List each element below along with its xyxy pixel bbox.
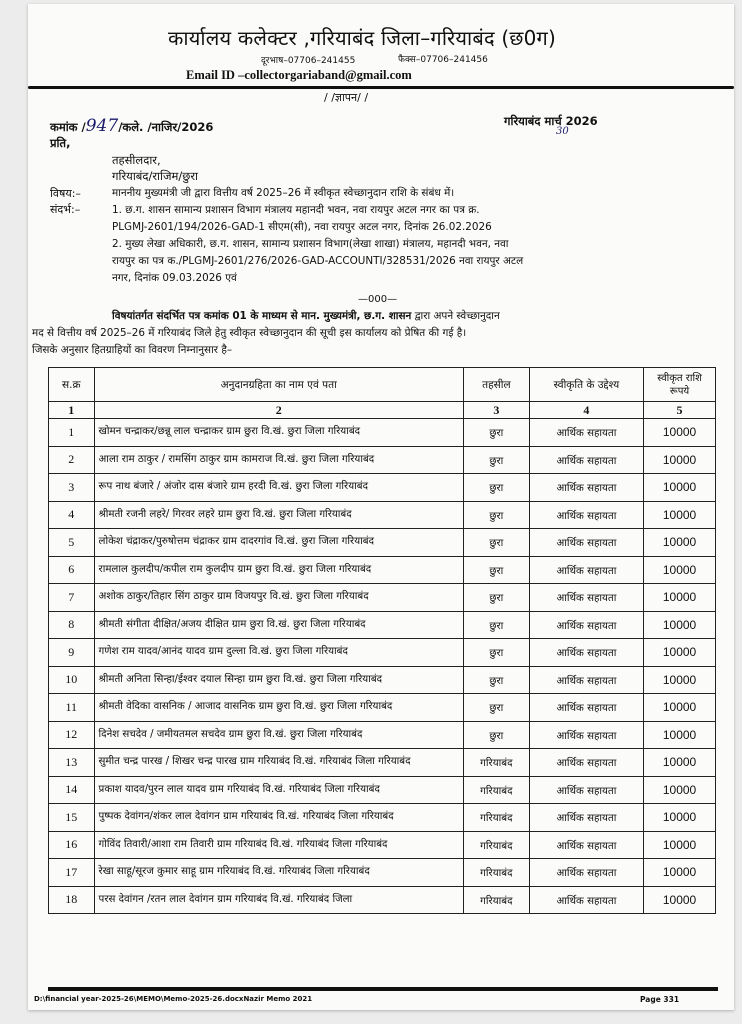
column-number-row	[49, 402, 716, 419]
purpose-cell: आर्थिक सहायता	[529, 804, 643, 832]
purpose-cell: आर्थिक सहायता	[529, 501, 643, 529]
purpose-cell: आर्थिक सहायता	[529, 721, 643, 749]
purpose-cell: आर्थिक सहायता	[529, 529, 643, 557]
purpose-cell: आर्थिक सहायता	[529, 831, 643, 859]
purpose-cell: आर्थिक सहायता	[529, 556, 643, 584]
serial-cell: 15	[49, 804, 95, 832]
header-purpose: स्वीकृति के उद्देश्य	[529, 368, 643, 402]
name-address-cell: श्रीमती संगीता दीक्षित/अजय दीक्षित ग्राम छुरा वि.खं. छुरा जिला गरियाबंद	[94, 611, 463, 639]
table-row	[49, 584, 716, 612]
tahsil-cell: छुरा	[463, 639, 529, 667]
reference-line: 2. मुख्य लेखा अधिकारी, छ.ग. शासन, सामान्य प्रशासन विभाग(लेखा शाखा) मंत्रालय, महानदी भवन, नवा	[112, 238, 509, 250]
serial-cell: 17	[49, 859, 95, 887]
tahsil-cell: गरियाबंद	[463, 776, 529, 804]
memo-number	[50, 116, 213, 136]
amount-cell: 10000	[644, 831, 716, 859]
serial-cell: 4	[49, 501, 95, 529]
table-row	[49, 859, 716, 887]
amount-cell: 10000	[644, 611, 716, 639]
name-address-cell: आला राम ठाकुर / रामसिंग ठाकुर ग्राम कामराज वि.खं. छुरा जिला गरियाबंद	[94, 446, 463, 474]
tahsil-cell: छुरा	[463, 584, 529, 612]
page-number: Page 331	[640, 995, 680, 1004]
amount-cell: 10000	[644, 886, 716, 914]
amount-cell: 10000	[644, 859, 716, 887]
table-row	[49, 611, 716, 639]
tahsil-cell: छुरा	[463, 474, 529, 502]
purpose-cell: आर्थिक सहायता	[529, 666, 643, 694]
name-address-cell: रामलाल कुलदीप/कपील राम कुलदीप ग्राम छुरा वि.खं. छुरा जिला गरियाबंद	[94, 556, 463, 584]
column-number: 5	[644, 402, 716, 419]
body-paragraph-line-1	[112, 309, 500, 323]
serial-cell: 1	[49, 419, 95, 447]
name-address-cell: रूप नाथ बंजारे / अंजोर दास बंजारे ग्राम हरदी वि.खं. छुरा जिला गरियाबंद	[94, 474, 463, 502]
tahsil-cell: छुरा	[463, 529, 529, 557]
subject-label: विषय:–	[50, 187, 81, 200]
serial-cell: 5	[49, 529, 95, 557]
body-bold-text: विषयांतर्गत संदर्भित पत्र कमांक 01 के माध्यम से मान. मुख्यमंत्री, छ.ग. शासन	[112, 310, 412, 322]
table-row	[49, 694, 716, 722]
tahsil-cell: छुरा	[463, 721, 529, 749]
amount-cell: 10000	[644, 804, 716, 832]
subject-text: माननीय मुख्यमंत्री जी द्वारा वित्तीय वर्ष 2025–26 में स्वीकृत स्वेच्छानुदान राशि के संबंध में।	[112, 187, 455, 199]
table-row	[49, 419, 716, 447]
serial-cell: 6	[49, 556, 95, 584]
memo-label: / /ज्ञापन/ /	[324, 91, 369, 104]
table-header-row	[49, 368, 716, 402]
table-row	[49, 804, 716, 832]
column-number: 3	[463, 402, 529, 419]
amount-cell: 10000	[644, 694, 716, 722]
document-page	[28, 4, 734, 1010]
amount-cell: 10000	[644, 501, 716, 529]
column-number: 2	[94, 402, 463, 419]
serial-cell: 12	[49, 721, 95, 749]
name-address-cell: परस देवांगन /रतन लाल देवांगन ग्राम गरियाबंद वि.खं. गरियाबंद जिला	[94, 886, 463, 914]
table-row	[49, 886, 716, 914]
table-row	[49, 474, 716, 502]
footer-file-path: D:\financial year-2025-26\MEMO\Memo-2025-26.docxNazir Memo 2021	[34, 995, 313, 1003]
name-address-cell: श्रीमती रजनी लहरे/ गिरवर लहरे ग्राम छुरा वि.खं. छुरा जिला गरियाबंद	[94, 501, 463, 529]
name-address-cell: रेखा साहू/सूरज कुमार साहू ग्राम गरियाबंद वि.खं. गरियाबंद जिला गरियाबंद	[94, 859, 463, 887]
amount-cell: 10000	[644, 529, 716, 557]
amount-cell: 10000	[644, 474, 716, 502]
tahsil-cell: गरियाबंद	[463, 804, 529, 832]
table-row	[49, 776, 716, 804]
amount-cell: 10000	[644, 419, 716, 447]
memo-number-suffix: /कले. /नाजिर/2026	[118, 120, 214, 134]
name-address-cell: खोमन चन्द्राकर/छन्नू लाल चन्द्राकर ग्राम छुरा वि.खं. छुरा जिला गरियाबंद	[94, 419, 463, 447]
name-address-cell: गोविंद तिवारी/आशा राम तिवारी ग्राम गरियाबंद वि.खं. गरियाबंद जिला गरियाबंद	[94, 831, 463, 859]
body-text: द्वारा अपने स्वेच्छानुदान	[411, 310, 500, 322]
purpose-cell: आर्थिक सहायता	[529, 419, 643, 447]
place-date: गरियाबंद मार्च 2026	[504, 114, 598, 128]
amount-cell: 10000	[644, 446, 716, 474]
tahsil-cell: गरियाबंद	[463, 749, 529, 777]
recipient-line-2: गरियाबंद/राजिम/छुरा	[112, 169, 199, 183]
name-address-cell: प्रकाश यादव/पुरन लाल यादव ग्राम गरियाबंद वि.खं. गरियाबंद जिला गरियाबंद	[94, 776, 463, 804]
column-number: 1	[49, 402, 95, 419]
serial-cell: 3	[49, 474, 95, 502]
tahsil-cell: छुरा	[463, 446, 529, 474]
beneficiary-table	[48, 367, 716, 914]
header-serial: स.क्र	[49, 368, 95, 402]
amount-cell: 10000	[644, 776, 716, 804]
amount-cell: 10000	[644, 556, 716, 584]
reference-line: 1. छ.ग. शासन सामान्य प्रशासन विभाग मंत्रालय महानदी भवन, नवा रायपुर अटल नगर का पत्र क्र.	[112, 204, 480, 216]
tahsil-cell: छुरा	[463, 419, 529, 447]
body-paragraph-line-2: मद से वित्तीय वर्ष 2025–26 में गरियाबंद जिले हेतु स्वीकृत स्वेच्छानुदान की सूची इस कार्यालय को प्रेषित की गई है।	[32, 327, 467, 339]
tahsil-cell: छुरा	[463, 666, 529, 694]
purpose-cell: आर्थिक सहायता	[529, 639, 643, 667]
name-address-cell: श्रीमती अनिता सिन्हा/ईश्वर दयाल सिन्हा ग्राम छुरा वि.खं. छुरा जिला गरियाबंद	[94, 666, 463, 694]
memo-number-handwritten: 947	[85, 116, 119, 136]
serial-cell: 18	[49, 886, 95, 914]
tahsil-cell: छुरा	[463, 694, 529, 722]
table-row	[49, 501, 716, 529]
name-address-cell: पुष्पक देवांगन/शंकर लाल देवांगन ग्राम गरियाबंद वि.खं. गरियाबंद जिला गरियाबंद	[94, 804, 463, 832]
email-id: Email ID –collectorgariaband@gmail.com	[186, 68, 412, 82]
serial-cell: 2	[49, 446, 95, 474]
reference-line: नगर, दिनांक 09.03.2026 एवं	[112, 272, 237, 284]
tahsil-cell: छुरा	[463, 611, 529, 639]
table-row	[49, 721, 716, 749]
serial-cell: 8	[49, 611, 95, 639]
fax-number: फैक्स–07706–241456	[398, 55, 488, 65]
purpose-cell: आर्थिक सहायता	[529, 446, 643, 474]
header-divider	[28, 86, 734, 89]
reference-line: PLGMJ-2601/194/2026-GAD-1 सीएम(सी), नवा रायपुर अटल नगर, दिनांक 26.02.2026	[112, 221, 492, 233]
serial-cell: 10	[49, 666, 95, 694]
purpose-cell: आर्थिक सहायता	[529, 776, 643, 804]
memo-number-prefix: कमांक /	[50, 120, 86, 134]
purpose-cell: आर्थिक सहायता	[529, 584, 643, 612]
purpose-cell: आर्थिक सहायता	[529, 859, 643, 887]
tahsil-cell: गरियाबंद	[463, 831, 529, 859]
recipient-line-1: तहसीलदार,	[112, 153, 161, 167]
table-row	[49, 446, 716, 474]
purpose-cell: आर्थिक सहायता	[529, 749, 643, 777]
serial-cell: 11	[49, 694, 95, 722]
reference-line: रायपुर का पत्र क./PLGMJ-2601/276/2026-GAD-ACCOUNTI/328531/2026 नवा रायपुर अटल	[112, 255, 524, 267]
amount-cell: 10000	[644, 584, 716, 612]
footer-divider	[48, 987, 718, 991]
amount-cell: 10000	[644, 639, 716, 667]
separator: —000—	[358, 294, 398, 305]
name-address-cell: गणेश राम यादव/आनंद यादव ग्राम दुल्ला वि.खं. छुरा जिला गरियाबंद	[94, 639, 463, 667]
name-address-cell: सुमीत चन्द्र पारख / शिखर चन्द्र पारख ग्राम गरियाबंद वि.खं. गरियाबंद जिला गरियाबंद	[94, 749, 463, 777]
amount-cell: 10000	[644, 666, 716, 694]
purpose-cell: आर्थिक सहायता	[529, 694, 643, 722]
table-row	[49, 556, 716, 584]
serial-cell: 16	[49, 831, 95, 859]
tahsil-cell: छुरा	[463, 501, 529, 529]
amount-cell: 10000	[644, 749, 716, 777]
amount-cell: 10000	[644, 721, 716, 749]
column-number: 4	[529, 402, 643, 419]
day-handwritten: 30	[556, 126, 569, 137]
purpose-cell: आर्थिक सहायता	[529, 474, 643, 502]
table-row	[49, 666, 716, 694]
tahsil-cell: गरियाबंद	[463, 859, 529, 887]
header-tahsil: तहसील	[463, 368, 529, 402]
tahsil-cell: छुरा	[463, 556, 529, 584]
body-paragraph-line-3: जिसके अनुसार हितग्राहियों का विवरण निम्नानुसार है–	[32, 344, 233, 356]
prati-label: प्रति,	[50, 136, 71, 150]
serial-cell: 7	[49, 584, 95, 612]
name-address-cell: अशोक ठाकुर/तिहार सिंग ठाकुर ग्राम विजयपुर वि.खं. छुरा जिला गरियाबंद	[94, 584, 463, 612]
serial-cell: 13	[49, 749, 95, 777]
phone-number: दूरभाष–07706–241455	[261, 56, 356, 66]
table-row	[49, 529, 716, 557]
purpose-cell: आर्थिक सहायता	[529, 886, 643, 914]
header-amount: स्वीकृत राशि रूपये	[644, 368, 716, 402]
purpose-cell: आर्थिक सहायता	[529, 611, 643, 639]
table-row	[49, 749, 716, 777]
tahsil-cell: गरियाबंद	[463, 886, 529, 914]
table-row	[49, 831, 716, 859]
name-address-cell: श्रीमती वेदिका वासनिक / आजाद वासनिक ग्राम छुरा वि.खं. छुरा जिला गरियाबंद	[94, 694, 463, 722]
header-name-address: अनुदानग्रहिता का नाम एवं पता	[94, 368, 463, 402]
table-row	[49, 639, 716, 667]
name-address-cell: दिनेश सचदेव / जमीयतमल सचदेव ग्राम छुरा वि.खं. छुरा जिला गरियाबंद	[94, 721, 463, 749]
reference-label: संदर्भ:–	[50, 203, 81, 216]
serial-cell: 9	[49, 639, 95, 667]
name-address-cell: लोकेश चंद्राकर/पुरुषोत्तम चंद्राकर ग्राम दादरगांव वि.खं. छुरा जिला गरियाबंद	[94, 529, 463, 557]
office-title: कार्यालय कलेक्टर ,गरियाबंद जिला–गरियाबंद (छ0ग)	[168, 26, 556, 50]
serial-cell: 14	[49, 776, 95, 804]
